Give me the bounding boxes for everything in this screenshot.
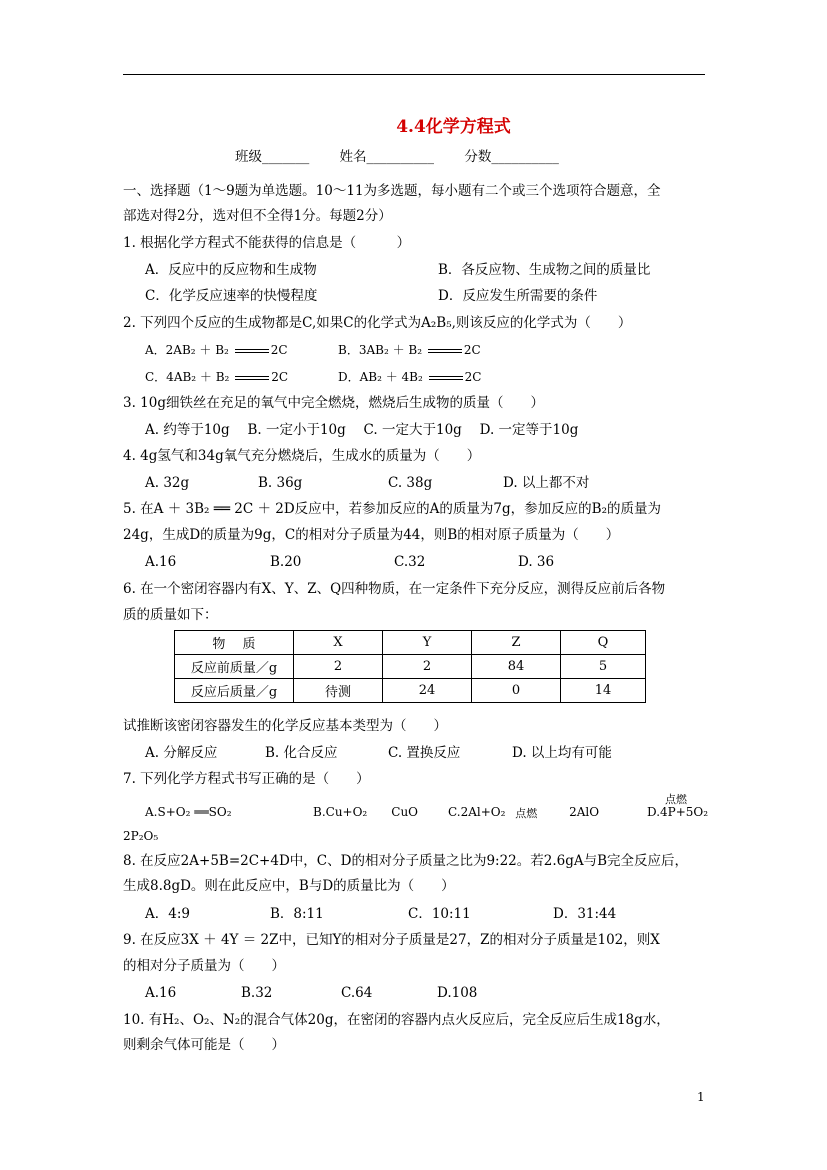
name-field: 姓名__________ <box>339 149 435 165</box>
q6-option-c: C. 置换反应 <box>388 745 461 761</box>
q7-option-d: 点燃 D.4P+5O₂ <box>647 802 708 822</box>
q9-stem: 9. 在反应3X ＋ 4Y ＝ 2Z中，已知Y的相对分子质量是27，Z的相对分子质量是102，则X <box>123 932 660 948</box>
q4-option-d: D. 以上都不对 <box>503 475 590 491</box>
q8-option-b: B．8:11 <box>270 906 324 922</box>
q7-stem: 7. 下列化学方程式书写正确的是（ ） <box>123 771 370 787</box>
q5-option-b: B.20 <box>270 554 302 570</box>
table-cell: 待测 <box>294 679 383 703</box>
table-cell: 84 <box>472 655 561 679</box>
q7-option-a: A.S+O₂ ══SO₂ <box>145 805 232 819</box>
q2-option-a: A．2AB₂ ＋ B₂ 2C <box>145 343 288 357</box>
q4-option-b: B. 36g <box>258 475 303 491</box>
q4-stem: 4. 4g氢气和34g氧气充分燃烧后，生成水的质量为（ ） <box>123 448 481 464</box>
table-cell: 14 <box>561 679 646 703</box>
q6-option-b: B. 化合反应 <box>265 745 338 761</box>
table-cell: 反应前质量／g <box>175 655 294 679</box>
q6-option-d: D. 以上均有可能 <box>512 745 612 761</box>
q6-question: 试推断该密闭容器发生的化学反应基本类型为（ ） <box>123 718 447 734</box>
q7-c-condition: 点燃 <box>515 807 538 820</box>
q1-option-b: B．各反应物、生成物之间的质量比 <box>438 262 651 278</box>
student-info <box>235 145 585 165</box>
table-header-cell: Y <box>383 631 472 655</box>
q1-option-a: A．反应中的反应物和生成物 <box>145 262 317 278</box>
q7-option-d-product: 2P₂O₅ <box>123 829 159 843</box>
mass-table <box>174 630 646 703</box>
q1-stem: 1. 根据化学方程式不能获得的信息是（ ） <box>123 235 411 251</box>
q8-stem: 8. 在反应2A+5B=2C+4D中，C、D的相对分子质量之比为9:22。若2.6gA与B完全反应后， <box>123 853 689 869</box>
table-row <box>175 655 646 679</box>
table-cell: 2 <box>383 655 472 679</box>
table-header-row <box>175 631 646 655</box>
table-cell: 5 <box>561 655 646 679</box>
q7-option-b: B.Cu+O₂ CuO <box>313 805 419 819</box>
table-cell: 2 <box>294 655 383 679</box>
q8-option-d: D．31:44 <box>553 906 617 922</box>
q4-option-c: C. 38g <box>388 475 433 491</box>
table-header-cell: X <box>294 631 383 655</box>
table-cell: 反应后质量／g <box>175 679 294 703</box>
q6-option-a: A. 分解反应 <box>145 745 218 761</box>
q2-option-c: C．4AB₂ ＋ B₂ 2C <box>145 370 289 384</box>
table-row <box>175 679 646 703</box>
q6-stem-2: 质的质量如下： <box>123 607 218 623</box>
q5-option-a: A.16 <box>145 554 177 570</box>
q5-stem-2: 24g，生成D的质量为9g，C的相对分子质量为44，则B的相对原子质量为（ ） <box>123 527 620 543</box>
q10-stem: 10. 有H₂、O₂、N₂的混合气体20g，在密闭的容器内点火反应后，完全反应后生成18g水， <box>123 1012 670 1028</box>
q7-option-c: C.2Al+O₂ 点燃 2AlO <box>448 802 599 822</box>
q8-option-a: A．4:9 <box>145 906 190 922</box>
q10-stem-2: 则剩余气体可能是（ ） <box>123 1037 285 1053</box>
q2-option-b: B．3AB₂ ＋ B₂ 2C <box>338 343 481 357</box>
page-title: 4.4化学方程式 <box>396 117 511 137</box>
q5-option-c: C.32 <box>394 554 426 570</box>
q8-stem-2: 生成8.8gD。则在此反应中，B与D的质量比为（ ） <box>123 878 455 894</box>
q5-stem: 5. 在A ＋ 3B₂ ══ 2C ＋ 2D反应中，若参加反应的A的质量为7g，参加反应的B₂的质量为 <box>123 501 661 517</box>
q6-stem: 6. 在一个密闭容器内有X、Y、Z、Q四种物质，在一定条件下充分反应，测得反应前后各物 <box>123 581 666 597</box>
q9-option-d: D.108 <box>437 985 478 1001</box>
q1-option-d: D．反应发生所需要的条件 <box>438 288 598 304</box>
q9-option-c: C.64 <box>341 985 373 1001</box>
q8-option-c: C．10:11 <box>408 906 471 922</box>
table-header-cell: 物 质 <box>175 631 294 655</box>
q2-stem: 2. 下列四个反应的生成物都是C,如果C的化学式为A₂B₅,则该反应的化学式为（ ） <box>123 315 632 331</box>
score-field: 分数__________ <box>464 149 559 165</box>
q9-option-a: A.16 <box>145 985 177 1001</box>
q3-options: A. 约等于10g B. 一定小于10g C. 一定大于10g D. 一定等于10g <box>145 422 579 438</box>
table-header-cell: Q <box>561 631 646 655</box>
q1-option-c: C．化学反应速率的快慢程度 <box>145 288 318 304</box>
q9-stem-2: 的相对分子质量为（ ） <box>123 958 285 974</box>
q7-d-condition: 点燃 <box>665 793 687 806</box>
section-intro: 一、选择题（1～9题为单选题。10～11为多选题，每小题有二个或三个选项符合题意，全 <box>123 183 661 199</box>
q2-option-d: D．AB₂ ＋ 4B₂ 2C <box>338 370 482 384</box>
section-intro-2: 部选对得2分，选对但不全得1分。每题2分） <box>123 208 392 224</box>
q9-option-b: B.32 <box>241 985 273 1001</box>
page-number: 1 <box>697 1090 705 1104</box>
header-rule <box>123 74 705 75</box>
table-cell: 24 <box>383 679 472 703</box>
table-cell: 0 <box>472 679 561 703</box>
class-field: 班级_______ <box>235 149 310 165</box>
table-header-cell: Z <box>472 631 561 655</box>
q3-stem: 3. 10g细铁丝在充足的氧气中完全燃烧，燃烧后生成物的质量（ ） <box>123 395 544 411</box>
q5-option-d: D. 36 <box>518 554 555 570</box>
q4-option-a: A. 32g <box>145 475 190 491</box>
